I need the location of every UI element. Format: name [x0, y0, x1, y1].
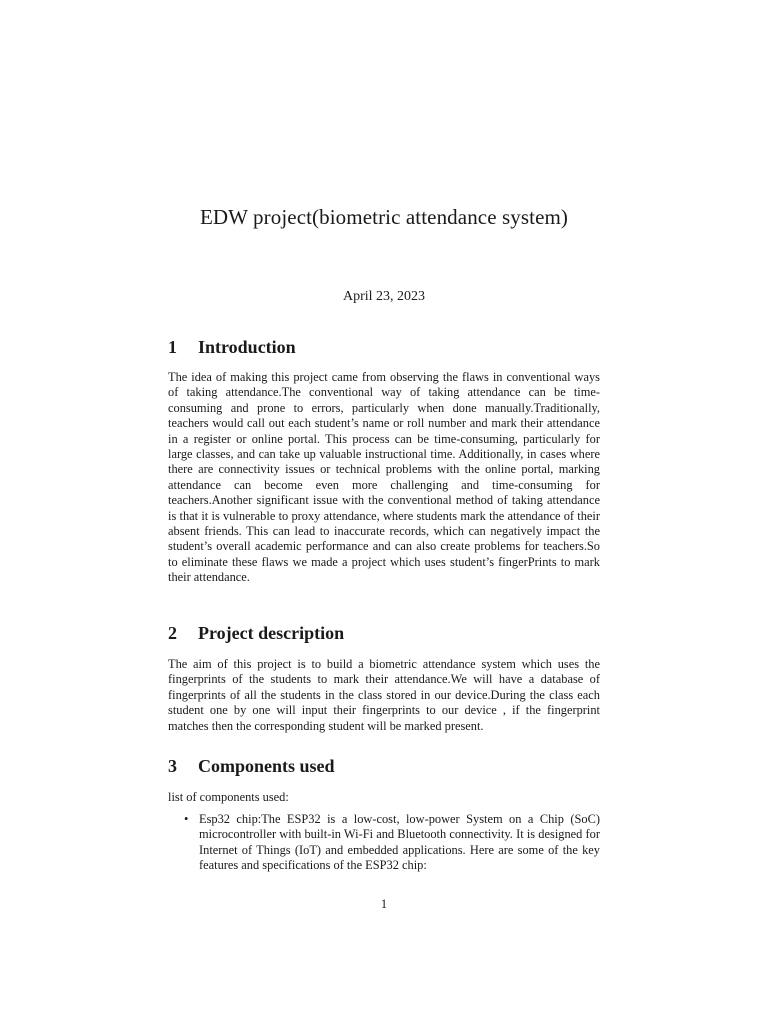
- document-title: EDW project(biometric attendance system): [199, 205, 569, 229]
- section-heading-introduction: [168, 337, 296, 358]
- list-item-text: Esp32 chip:The ESP32 is a low-cost, low-power System on a Chip (SoC) microcontroller with built-in Wi-Fi and Bluetooth connectivity. It is designed for Internet of Things (IoT) and embedded applications. Here are some of the key features and specifications of the ESP32 chip:: [199, 812, 600, 873]
- project-description-paragraph: The aim of this project is to build a biometric attendance system which uses the fingerprints of the students to mark their attendance.We will have a database of fingerprints of all the students in the class stored in our device.During the class each student one by one will input their fingerprints to our device , if the fingerprint matches then the corresponding student will be marked present.: [168, 657, 600, 733]
- section-heading-components-used: [168, 756, 335, 777]
- section-title: Components used: [198, 756, 335, 776]
- document-date: April 23, 2023: [342, 289, 426, 304]
- components-intro-text: list of components used:: [168, 790, 289, 804]
- section-title: Project description: [198, 623, 345, 643]
- components-list: [184, 812, 600, 874]
- list-item: [184, 812, 600, 874]
- section-heading-project-description: [168, 623, 344, 644]
- introduction-paragraph: The idea of making this project came from observing the flaws in conventional ways of taking attendance.The conventional way of taking attendance can be time-consuming and prone to errors, particularly when done manually.Traditionally, teachers would call out each student’s name or roll number and mark their attendance in a register or online portal. This process can be time-consuming, particularly for large classes, and can take up valuable instructional time. Additionally, in cases where there are connectivity issues or technical problems with the online portal, marking attendance can become even more challenging and time-consuming for teachers.Another significant issue with the conventional method of taking attendance is that it is vulnerable to proxy attendance, where students mark the attendance of their absent friends. This can lead to inaccurate records, which can negatively impact the student’s overall academic performance and can also create problems for teachers.So to eliminate these flaws we made a project which uses student’s fingerPrints to mark their attendance.: [168, 370, 600, 585]
- page-number: 1: [380, 897, 388, 911]
- section-title: Introduction: [198, 337, 296, 357]
- bullet-icon: •: [184, 812, 189, 826]
- section-number: 3: [168, 756, 177, 776]
- section-number: 1: [168, 337, 177, 357]
- section-number: 2: [168, 623, 177, 643]
